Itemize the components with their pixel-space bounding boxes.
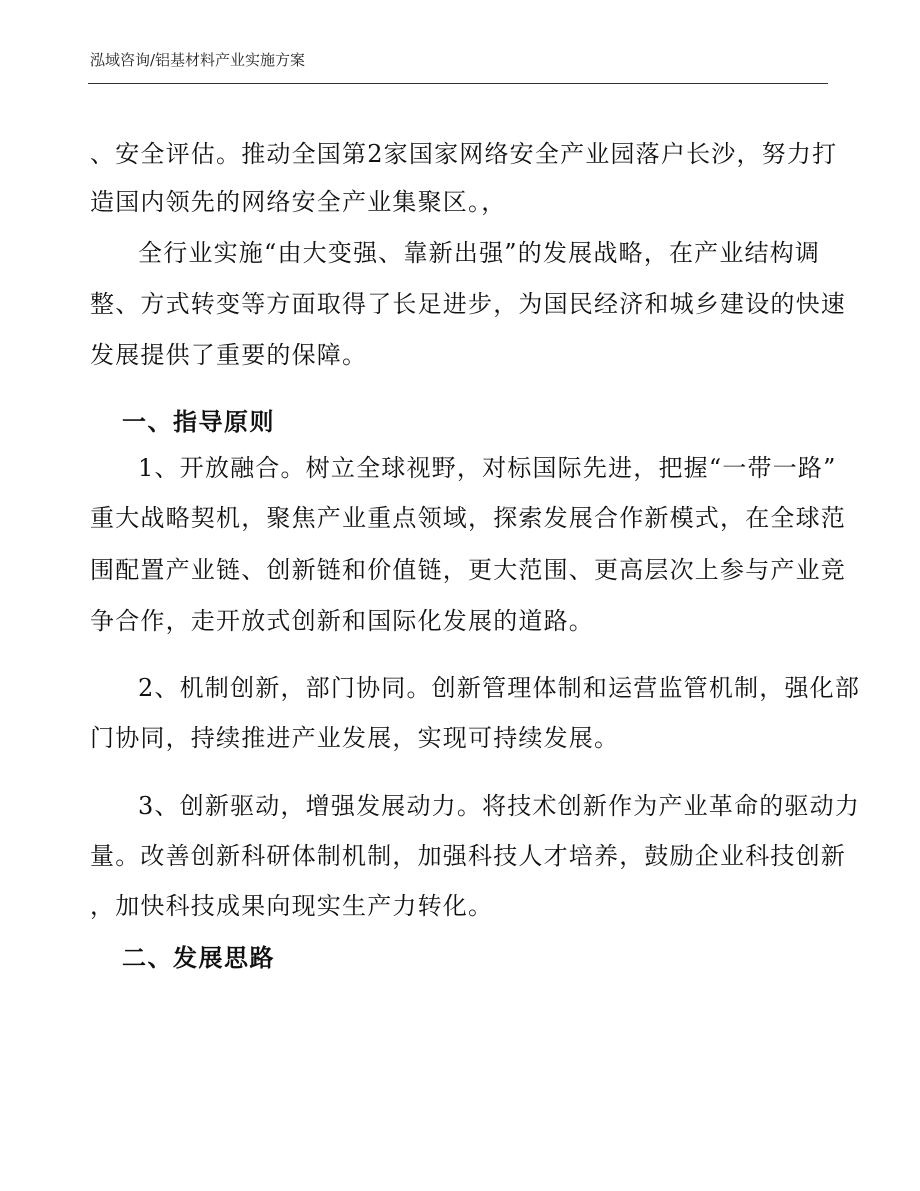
paragraph-line: 争合作，走开放式创新和国际化发展的道路。 bbox=[90, 607, 594, 635]
paragraph-line: 造国内领先的网络安全产业集聚区。， bbox=[90, 188, 507, 216]
section-heading: 二、发展思路 bbox=[122, 944, 275, 972]
paragraph-line: 围配置产业链、创新链和价值链，更大范围、更高层次上参与产业竞 bbox=[90, 556, 846, 584]
paragraph-line: 整、方式转变等方面取得了长足进步，为国民经济和城乡建设的快速 bbox=[90, 290, 846, 318]
paragraph-line: 1、开放融合。树立全球视野，对标国际先进，把握“一带一路” bbox=[138, 454, 837, 482]
paragraph-line: 重大战略契机，聚焦产业重点领域，探索发展合作新模式，在全球范 bbox=[90, 504, 846, 532]
page-header: 泓域咨询/铝基材料产业实施方案 bbox=[90, 51, 306, 69]
paragraph-line: 3、创新驱动，增强发展动力。将技术创新作为产业革命的驱动力 bbox=[138, 792, 861, 820]
section-heading: 一、指导原则 bbox=[122, 408, 275, 436]
paragraph-line: ，加快科技成果向现实生产力转化。 bbox=[90, 892, 494, 920]
paragraph-line: 2、机制创新，部门协同。创新管理体制和运营监管机制，强化部 bbox=[138, 674, 861, 702]
paragraph-line: 门协同，持续推进产业发展，实现可持续发展。 bbox=[90, 724, 620, 752]
paragraph-line: 量。改善创新科研体制机制，加强科技人才培养，鼓励企业科技创新 bbox=[90, 842, 846, 870]
paragraph-line: 、安全评估。推动全国第2家国家网络安全产业园落户长沙，努力打 bbox=[90, 140, 838, 168]
paragraph-line: 全行业实施“由大变强、靠新出强”的发展战略，在产业结构调 bbox=[138, 239, 821, 267]
paragraph-line: 发展提供了重要的保障。 bbox=[90, 341, 368, 369]
header-divider bbox=[88, 83, 828, 84]
